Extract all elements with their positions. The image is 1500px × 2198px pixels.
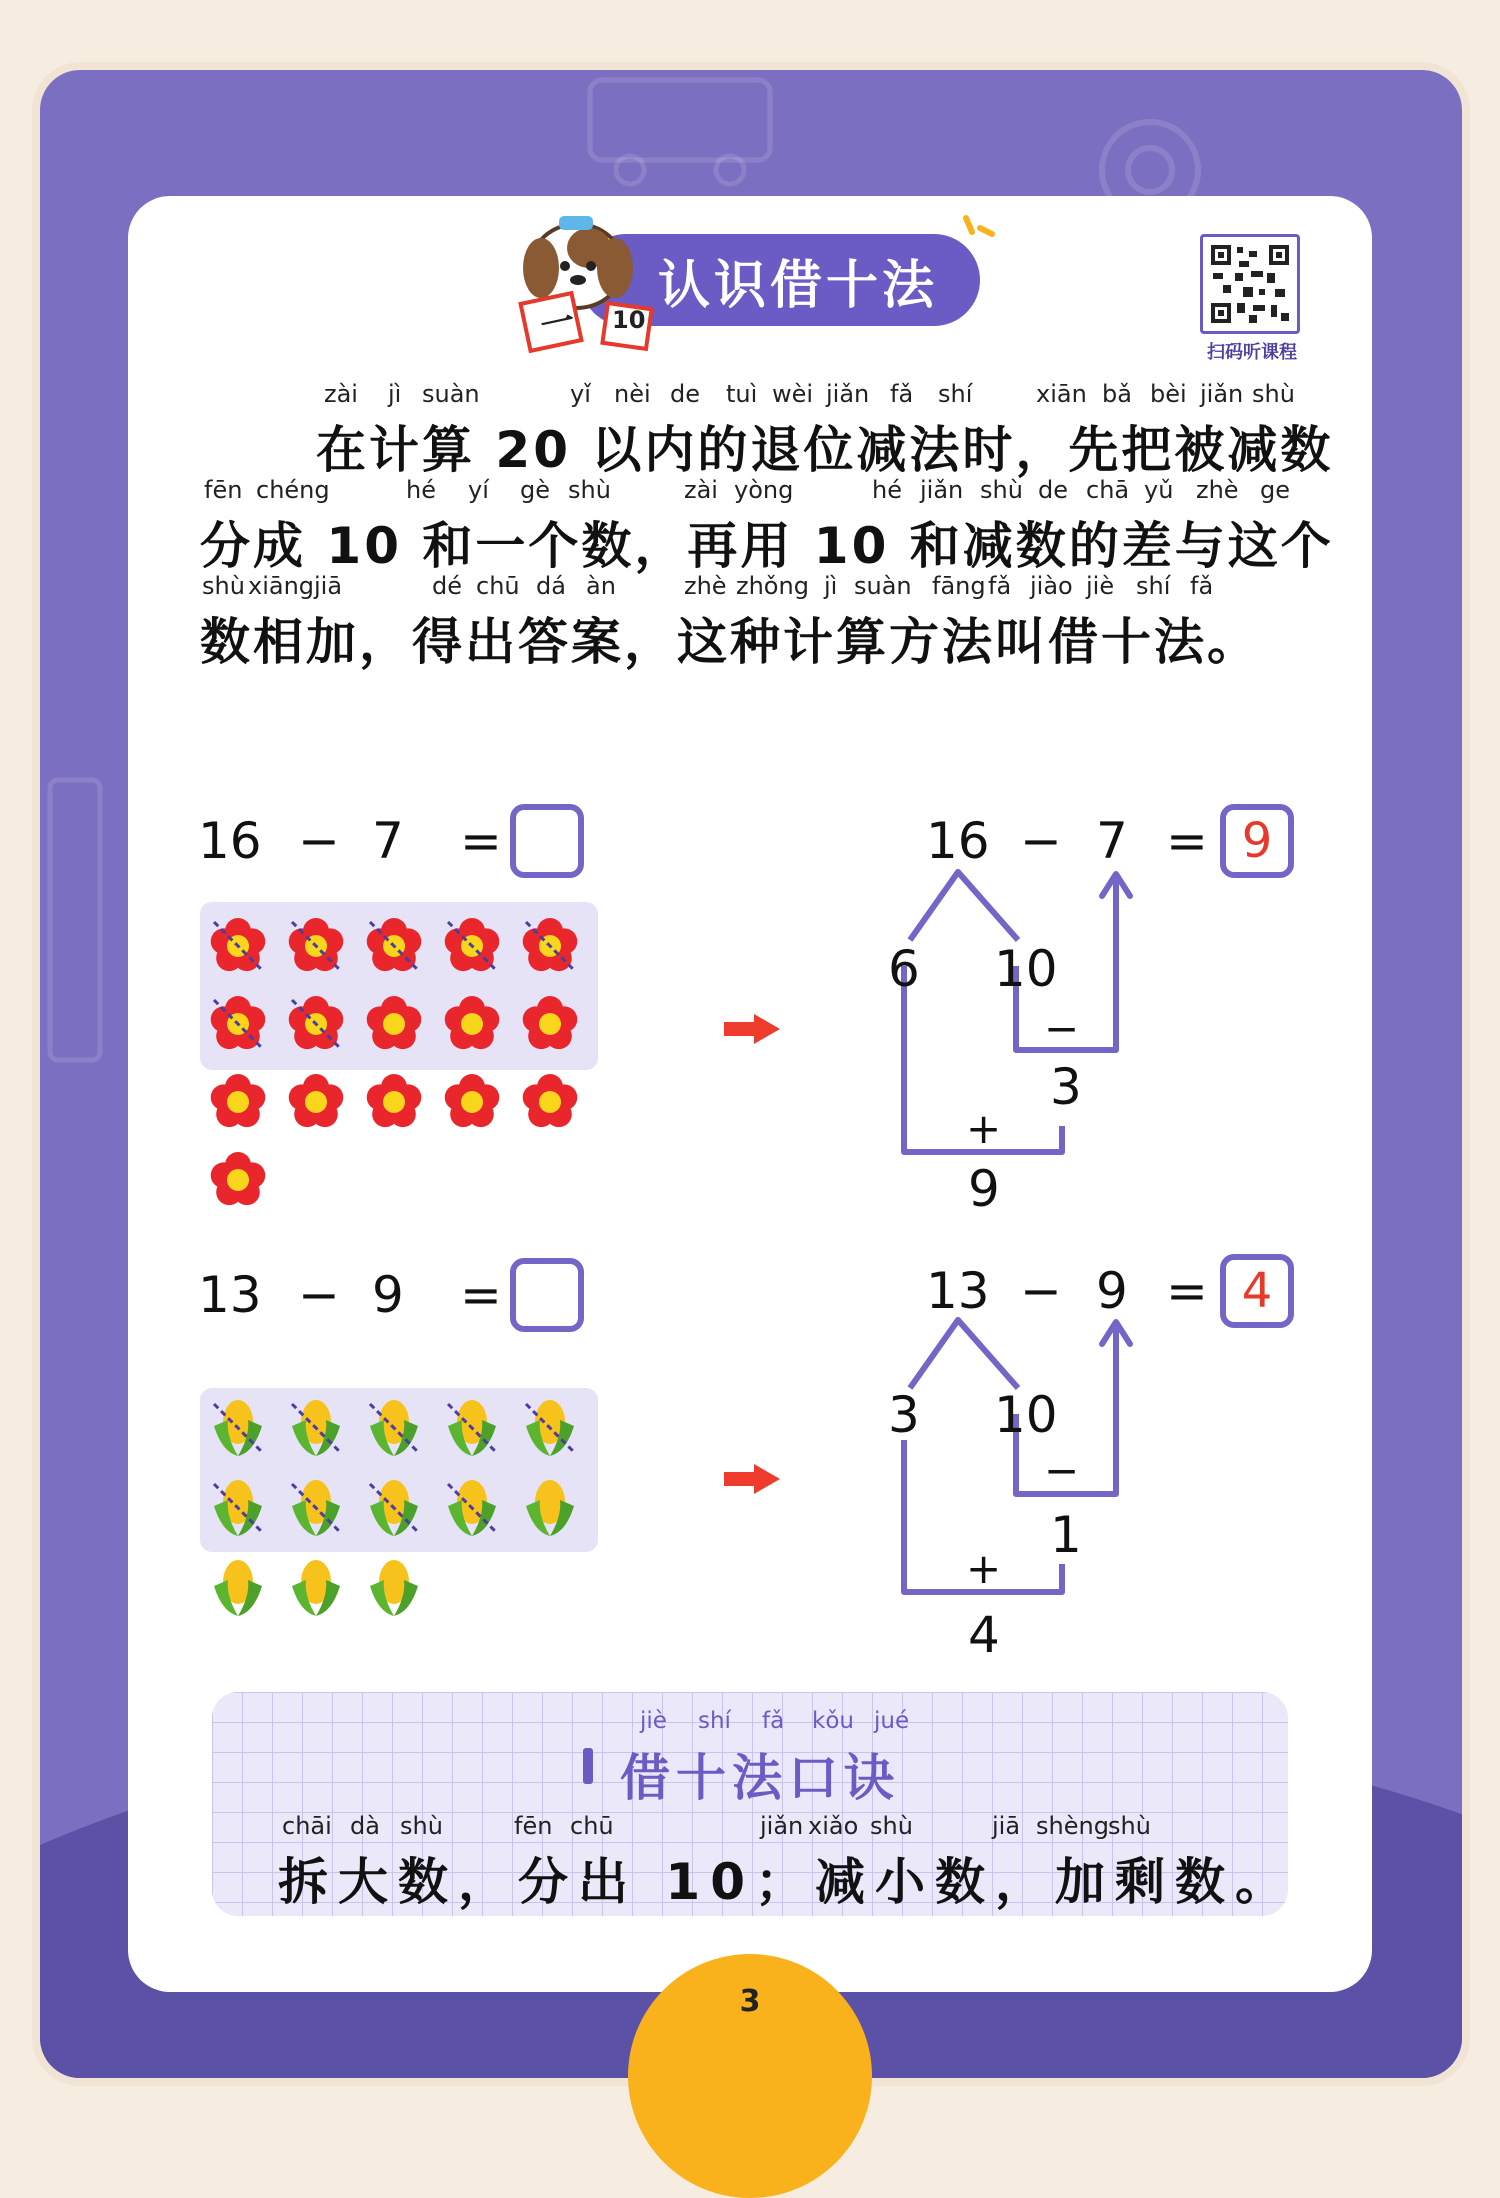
corn-icon [362, 1476, 426, 1540]
pinyin: jué [874, 1708, 910, 1734]
pinyin: jiǎn [1200, 380, 1244, 408]
pinyin: chāi [282, 1812, 332, 1840]
flower-icon [206, 1070, 270, 1134]
pinyin: jiǎn [920, 476, 964, 504]
pinyin: kǒu [812, 1708, 854, 1734]
pinyin: fǎ [890, 380, 914, 408]
pinyin: xiǎo [808, 1812, 859, 1840]
pinyin: suàn [422, 380, 480, 408]
pinyin: hé [406, 476, 436, 504]
pinyin: shù [870, 1812, 913, 1840]
minus-sign: − [298, 1266, 340, 1324]
pinyin: shù [400, 1812, 443, 1840]
pinyin-row [200, 380, 1310, 410]
pinyin: yǔ [1144, 476, 1174, 504]
pinyin: bǎ [1102, 380, 1132, 408]
pinyin: jiào [1030, 572, 1073, 600]
mascot-card-minus: 一 [536, 300, 579, 348]
split-ten-number: 10 [994, 940, 1058, 998]
final-result: 9 [968, 1160, 1000, 1218]
qr-code-icon [1209, 243, 1291, 325]
pinyin: shù [202, 572, 245, 600]
sparkle-icon [958, 212, 998, 252]
arrow-right-icon [722, 1012, 782, 1046]
pinyin: chéng [256, 476, 330, 504]
title-bar-marker [583, 1748, 593, 1784]
pinyin: zài [684, 476, 718, 504]
pinyin: dé [432, 572, 462, 600]
subtrahend: 7 [1096, 812, 1128, 870]
split-diagram [880, 860, 1140, 1180]
flower-icon [206, 992, 270, 1056]
final-result: 4 [968, 1606, 1000, 1664]
pinyin: dá [536, 572, 566, 600]
equals-sign: = [1166, 812, 1208, 870]
pinyin-row [200, 572, 1310, 602]
pinyin: jiā [314, 572, 343, 600]
pinyin: fǎ [1190, 572, 1214, 600]
mascot-card-ten: 10 [612, 306, 646, 334]
pinyin: zhè [684, 572, 727, 600]
flower-icon [362, 1070, 426, 1134]
minus-sign: − [298, 812, 340, 870]
arrow-right-icon [722, 1462, 782, 1496]
flower-icon [284, 1070, 348, 1134]
pinyin: nèi [614, 380, 651, 408]
pinyin: zhè [1196, 476, 1239, 504]
rhyme-title: 借十法口诀 [620, 1749, 900, 1807]
split-small-number: 6 [888, 940, 920, 998]
split-ten-number: 10 [994, 1386, 1058, 1444]
corn-icon [440, 1476, 504, 1540]
pinyin: fǎ [988, 572, 1012, 600]
pinyin: shí [1136, 572, 1171, 600]
pinyin: chā [1086, 476, 1130, 504]
pinyin: shù [1252, 380, 1295, 408]
intro-paragraph [200, 380, 1334, 671]
pinyin: jiǎn [826, 380, 870, 408]
flower-icon [518, 1070, 582, 1134]
pinyin: yí [468, 476, 489, 504]
qr-code[interactable] [1200, 234, 1300, 334]
bus-doodle-icon [580, 70, 780, 190]
qr-label: 扫码听课程 [1207, 342, 1297, 363]
pinyin: hé [872, 476, 902, 504]
answer-input-box[interactable] [510, 1258, 584, 1332]
paragraph-text: 分成 10 和一个数，再用 10 和减数的差与这个 [200, 517, 1334, 575]
rhyme-text: 拆大数，分出 10；减小数，加剩数。 [278, 1853, 1295, 1911]
pinyin: shí [938, 380, 973, 408]
pinyin: yòng [734, 476, 794, 504]
pinyin: yǐ [570, 380, 591, 408]
minus-sign: − [1020, 1262, 1062, 1320]
pinyin: dà [350, 1812, 380, 1840]
ten-minus-result: 3 [1050, 1058, 1082, 1116]
pinyin: jiā [992, 1812, 1021, 1840]
equals-sign: = [460, 1266, 502, 1324]
flower-icon [440, 914, 504, 978]
corn-icon [362, 1396, 426, 1460]
minus-sign: − [1044, 1446, 1080, 1495]
pinyin: fēn [204, 476, 243, 504]
page-number: 3 [739, 1984, 761, 2019]
corn-icon [518, 1396, 582, 1460]
page-title: 认识借十法 [580, 234, 980, 326]
corn-icon [206, 1476, 270, 1540]
plus-sign: + [966, 1104, 1002, 1153]
pinyin: shù [980, 476, 1023, 504]
minus-sign: − [1044, 1004, 1080, 1053]
pinyin: bèi [1150, 380, 1187, 408]
pinyin: xiān [1036, 380, 1087, 408]
pinyin: jiè [640, 1708, 667, 1734]
subtrahend: 7 [372, 812, 404, 870]
flower-icon [284, 914, 348, 978]
corn-icon [206, 1396, 270, 1460]
equals-sign: = [1166, 1262, 1208, 1320]
corn-icon [518, 1476, 582, 1540]
puppy-mascot-icon [505, 210, 665, 360]
minus-sign: − [1020, 812, 1062, 870]
corn-icon [284, 1396, 348, 1460]
pinyin-row [200, 476, 1310, 506]
pinyin: jì [824, 572, 838, 600]
answer-input-box[interactable] [510, 804, 584, 878]
pinyin: chū [570, 1812, 614, 1840]
minuend: 16 [926, 812, 990, 870]
flower-icon [440, 1070, 504, 1134]
pinyin: shù [1108, 1812, 1151, 1840]
pinyin: zài [324, 380, 358, 408]
corn-icon [440, 1396, 504, 1460]
pinyin: suàn [854, 572, 912, 600]
pinyin: fāng [932, 572, 986, 600]
pinyin: jì [388, 380, 402, 408]
plus-sign: + [966, 1544, 1002, 1593]
corn-icon [284, 1476, 348, 1540]
flower-icon [518, 914, 582, 978]
flower-icon [206, 1148, 270, 1212]
answer-box: 9 [1220, 804, 1294, 878]
corn-icon [362, 1556, 426, 1620]
equals-sign: = [460, 812, 502, 870]
split-diagram [880, 1308, 1140, 1618]
ten-minus-result: 1 [1050, 1506, 1082, 1564]
paragraph-line-3 [200, 572, 1310, 671]
answer-box: 4 [1220, 1254, 1294, 1328]
flower-icon [362, 992, 426, 1056]
subtrahend: 9 [1096, 1262, 1128, 1320]
flower-icon [284, 992, 348, 1056]
pinyin: zhǒng [736, 572, 809, 600]
pinyin: shù [568, 476, 611, 504]
minuend: 16 [198, 812, 262, 870]
split-small-number: 3 [888, 1386, 920, 1444]
paragraph-text: 在计算 20 以内的退位减法时，先把被减数 [316, 421, 1334, 479]
flower-icon [206, 914, 270, 978]
pinyin: jiǎn [760, 1812, 804, 1840]
pinyin: de [1038, 476, 1068, 504]
pinyin: chū [476, 572, 520, 600]
ruler-doodle-icon [40, 770, 120, 1070]
paragraph-text: 数相加，得出答案，这种计算方法叫借十法。 [200, 613, 1260, 671]
pinyin: ge [1260, 476, 1290, 504]
pinyin: àn [586, 572, 616, 600]
pinyin: fēn [514, 1812, 553, 1840]
paragraph-line-1 [200, 380, 1334, 479]
corn-icon [284, 1556, 348, 1620]
pinyin: jiè [1086, 572, 1115, 600]
pinyin: wèi [772, 380, 814, 408]
subtrahend: 9 [372, 1266, 404, 1324]
minuend: 13 [926, 1262, 990, 1320]
pinyin: shèng [1036, 1812, 1109, 1840]
paragraph-line-2 [200, 476, 1334, 575]
corn-icon [206, 1556, 270, 1620]
pinyin: fǎ [762, 1708, 785, 1734]
flower-icon [362, 914, 426, 978]
flower-icon [518, 992, 582, 1056]
pinyin: gè [520, 476, 550, 504]
pinyin: xiāng [248, 572, 315, 600]
pinyin: tuì [726, 380, 758, 408]
flower-icon [440, 992, 504, 1056]
pinyin: shí [698, 1708, 731, 1734]
pinyin: de [670, 380, 700, 408]
minuend: 13 [198, 1266, 262, 1324]
